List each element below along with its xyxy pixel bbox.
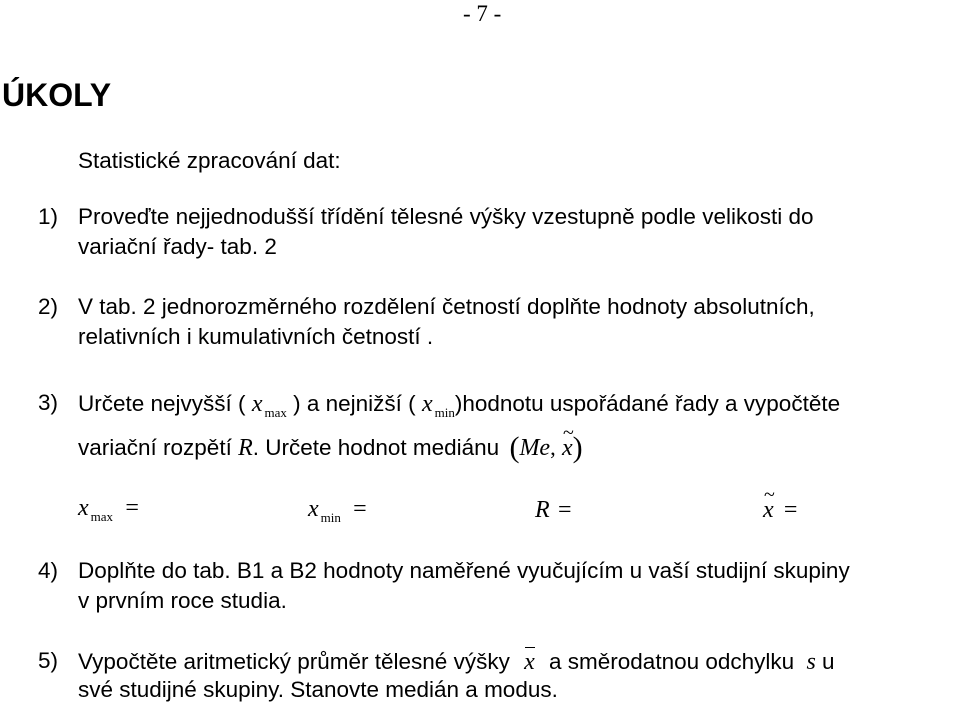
task-3-text-b: ) a nejnižší ( bbox=[293, 391, 416, 416]
task-4-line-1: Doplňte do tab. B1 a B2 hodnoty naměřené vyučujícím u vaší studijní skupiny bbox=[78, 558, 850, 583]
mean-symbol: x bbox=[524, 649, 535, 675]
task-1-number: 1) bbox=[38, 204, 59, 229]
x-max-inline: x $_{max}$ bbox=[251, 391, 287, 420]
task-3-text-c: )hodnotu uspořádané řady a vypočtěte bbox=[454, 391, 841, 416]
task-3-line-2 bbox=[78, 431, 583, 464]
page-number: - 7 - bbox=[463, 1, 502, 26]
task-3-text-e: . Určete hodnot mediánu bbox=[252, 435, 500, 460]
task-3-line-1 bbox=[78, 391, 841, 420]
median-notation: (Me, ~ x) bbox=[509, 435, 582, 460]
std-dev-symbol: s bbox=[806, 649, 816, 675]
range-symbol-inline: R bbox=[238, 435, 253, 461]
task-3-number: 3) bbox=[38, 390, 59, 415]
task-2-line-2: relativních i kumulativních četností . bbox=[78, 324, 434, 349]
task-2-line-1: V tab. 2 jednorozměrného rozdělení četností doplňte hodnoty absolutních, bbox=[78, 294, 815, 319]
task-5-text-c: u bbox=[822, 649, 835, 674]
x-min-inline: x $_{min}$ bbox=[421, 391, 455, 420]
task-5-line-1 bbox=[78, 650, 835, 674]
task-5-text-b: a směrodatnou odchylku bbox=[549, 649, 795, 674]
task-1-line-2: variační řady- tab. 2 bbox=[78, 234, 277, 259]
answer-range: R = bbox=[535, 497, 572, 523]
task-4-line-2: v prvním roce studia. bbox=[78, 588, 287, 613]
answer-x-min: x $_{min}$ = bbox=[308, 496, 367, 525]
answer-x-max: x $_{max}$ = bbox=[78, 495, 139, 524]
task-2-number: 2) bbox=[38, 294, 59, 319]
section-heading: ÚKOLY bbox=[2, 77, 112, 113]
task-5-line-2: své studijné skupiny. Stanovte medián a modus. bbox=[78, 677, 558, 702]
task-3-text-a: Určete nejvyšší ( bbox=[78, 391, 246, 416]
intro-text: Statistické zpracování dat: bbox=[78, 148, 341, 173]
task-5-text-a: Vypočtěte aritmetický průměr tělesné výšky bbox=[78, 649, 510, 674]
task-1-line-1: Proveďte nejjednodušší třídění tělesné výšky vzestupně podle velikosti do bbox=[78, 204, 814, 229]
task-3-text-d: variační rozpětí bbox=[78, 435, 232, 460]
answer-median: ~ x = bbox=[763, 498, 797, 522]
task-5-number: 5) bbox=[38, 648, 59, 673]
task-4-number: 4) bbox=[38, 558, 59, 583]
